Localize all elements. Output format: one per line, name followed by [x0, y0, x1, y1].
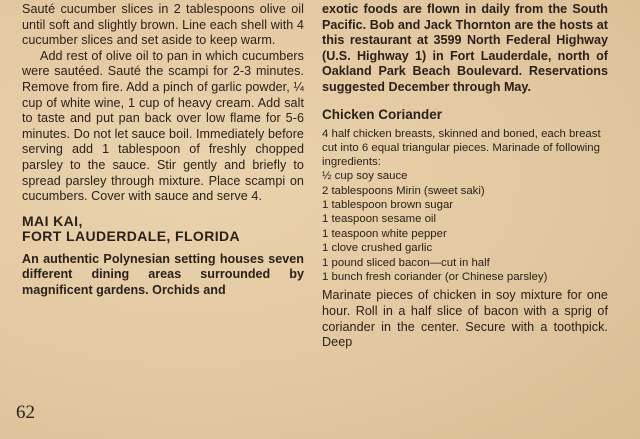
- left-column: [22, 2, 304, 299]
- body-paragraph: Add rest of olive oil to pan in which cucumbers were sautéed. Sauté the scampi for 2-3 minutes. Remove from fire. Add a pinch of garlic powder, ¼ cup of white wine, 1 cup of heavy cream. Add salt to taste and put pan back over low flame for 5-6 minutes. Do not let sauce boil. Immediately before serving add 1 tablespoon of freshly chopped parsley to the sauce. Stir gently and briefly to spread parsley through mixture. Place scampi on cucumbers. Cover with sauce and serve 4.: [22, 48, 304, 204]
- ingredient-item: 1 pound sliced bacon—cut in half: [322, 256, 490, 269]
- ingredient-item: 1 clove crushed garlic: [322, 242, 433, 255]
- ingredient-list: [322, 169, 608, 284]
- restaurant-heading: [22, 214, 304, 244]
- recipe-method: Marinate pieces of chicken in soy mixture for one hour. Roll in a half slice of bacon with a sprig of coriander in the center. Secure with a toothpick. Deep: [322, 288, 608, 350]
- ingredient-item: 1 teaspoon white pepper: [322, 227, 447, 240]
- ingredient-item: 1 tablespoon brown sugar: [322, 198, 454, 211]
- ingredient-item: ½ cup soy sauce: [322, 170, 408, 183]
- right-column: [322, 2, 608, 351]
- ingredient-item: 2 tablespoons Mirin (sweet saki): [322, 184, 485, 197]
- ingredient-item: 1 bunch fresh coriander (or Chinese parsley): [322, 271, 548, 284]
- restaurant-intro-continued: exotic foods are flown in daily from the South Pacific. Bob and Jack Thornton are the hosts at this restaurant at 3599 North Federal Highway (U.S. Highway 1) in Fort Lauderdale, north of Oakland Park Beach Boulevard. Reservations suggested December through May.: [322, 2, 608, 94]
- ingredient-item: 1 teaspoon sesame oil: [322, 213, 436, 226]
- restaurant-name: MAI KAI,: [22, 212, 83, 229]
- body-paragraph: Sauté cucumber slices in 2 tablespoons olive oil until soft and slightly brown. Line each shell with 4 cucumber slices and set aside to keep warm.: [22, 2, 304, 48]
- ingredient-intro: 4 half chicken breasts, skinned and boned, each breast cut into 6 equal triangular pieces. Marinade of following ingredients:: [322, 127, 601, 168]
- restaurant-intro: An authentic Polynesian setting houses seven different dining areas surrounded by magnificent gardens. Orchids and: [22, 251, 304, 297]
- restaurant-location: FORT LAUDERDALE, FLORIDA: [22, 227, 241, 244]
- recipe-title: Chicken Coriander: [322, 106, 443, 122]
- page-number: 62: [16, 402, 35, 423]
